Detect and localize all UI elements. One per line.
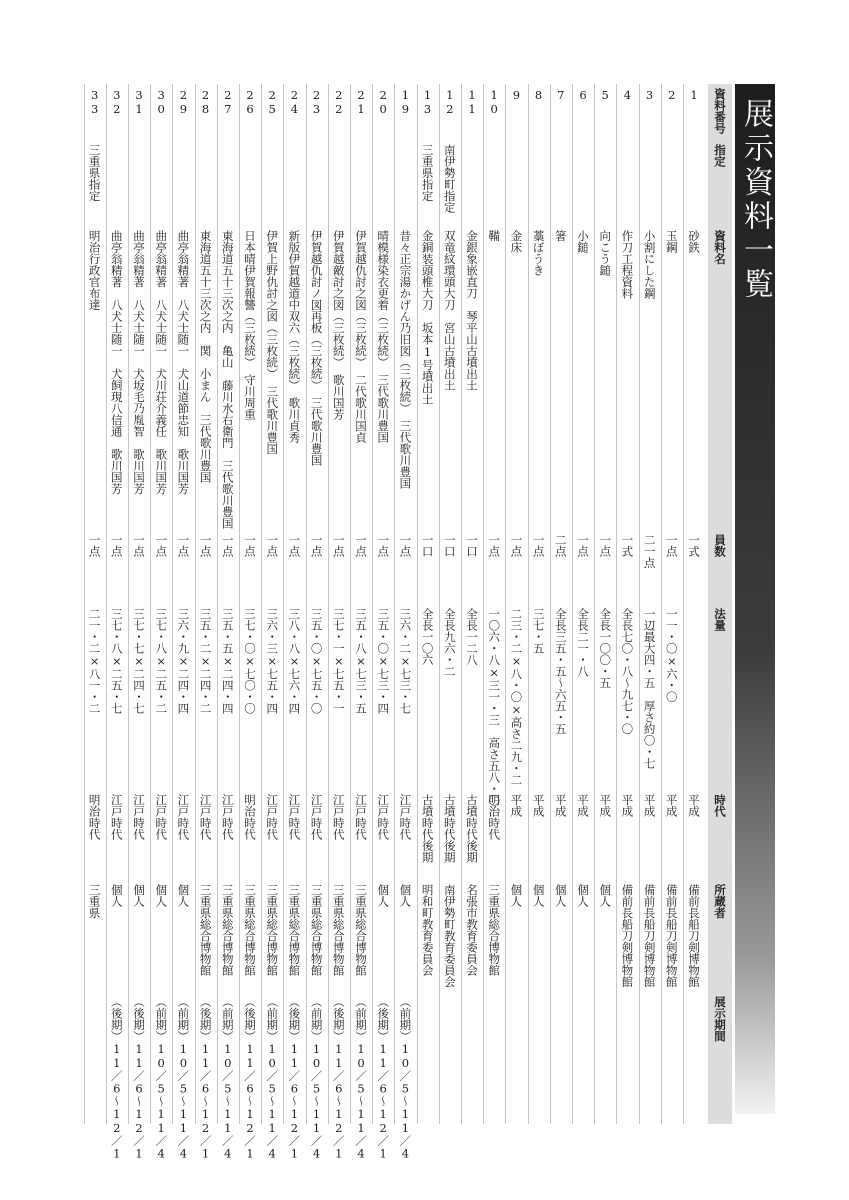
- table-row: [617, 84, 637, 1124]
- row-size: 一辺最大四・五 厚さ約〇・七: [642, 608, 657, 769]
- row-era: 古墳時代後期: [420, 794, 435, 863]
- row-size: 二三・二×八・〇×高さ二九・二: [509, 608, 524, 786]
- row-name: 小割にした鋼: [642, 230, 657, 299]
- row-quantity: 一点: [265, 534, 280, 557]
- row-owner: 個人: [398, 884, 413, 907]
- row-name: 鞴: [487, 230, 502, 242]
- table-row: [418, 84, 438, 1124]
- row-owner: 個人: [576, 884, 590, 907]
- row-quantity: 二一点: [642, 534, 657, 569]
- row-period: （前期）10／5〜11／4: [220, 996, 235, 1161]
- row-period: （後期）11／6〜12／1: [376, 996, 391, 1161]
- row-quantity: 一点: [220, 534, 235, 557]
- row-quantity: 一点: [243, 534, 257, 557]
- row-era: 江戸時代: [154, 794, 169, 840]
- row-number: 8: [531, 88, 546, 102]
- row-size: 全長一〇六: [420, 608, 435, 666]
- row-era: 平成: [598, 794, 613, 817]
- table-row: [640, 84, 660, 1124]
- row-quantity: 一点: [398, 534, 413, 557]
- row-quantity: 一点: [664, 534, 679, 557]
- row-quantity: 一式: [687, 534, 701, 557]
- row-designation: 三重県指定: [420, 144, 435, 202]
- row-quantity: 一点: [87, 534, 102, 557]
- row-name: 藁ぼうき: [531, 230, 546, 276]
- row-era: 江戸時代: [265, 794, 280, 840]
- table-row: [129, 84, 149, 1161]
- row-size: 三七・八×二五・七: [109, 608, 124, 714]
- table-row: [351, 84, 371, 1161]
- row-owner: 三重県総合博物館: [265, 884, 280, 976]
- row-owner: 三重県: [87, 884, 102, 919]
- row-number: 9: [509, 88, 524, 102]
- row-size: 二一・二×八一・二: [87, 608, 102, 714]
- row-owner: 個人: [176, 884, 191, 907]
- row-quantity: 一点: [109, 534, 124, 557]
- row-period: （後期）11／6〜12／1: [287, 996, 302, 1161]
- table-row: [107, 84, 127, 1161]
- row-era: 古墳時代後期: [465, 794, 479, 863]
- row-name: 砂鉄: [687, 230, 701, 253]
- row-quantity: 一点: [487, 534, 502, 557]
- row-owner: 明和町教育委員会: [420, 884, 435, 976]
- row-owner: 個人: [132, 884, 146, 907]
- row-number: 28: [198, 88, 213, 116]
- row-period: （後期）11／6〜12／1: [198, 996, 213, 1161]
- row-size: 三八・八×七六・四: [287, 608, 302, 714]
- title-band: [735, 84, 775, 1114]
- row-name: 小鎚: [576, 230, 590, 253]
- table-row: [218, 84, 238, 1161]
- row-size: 三五・〇×七五・〇: [309, 608, 324, 714]
- row-number: 29: [176, 88, 191, 116]
- table-row: [573, 84, 593, 1124]
- row-owner: 三重県総合博物館: [287, 884, 302, 976]
- table-row: [240, 84, 260, 1161]
- row-size: 三五・八×七三・五: [354, 608, 368, 714]
- row-era: 平成: [576, 794, 590, 817]
- row-name: 双竜紋環頭大刀 宮山古墳出土: [442, 230, 457, 391]
- table-row: [462, 84, 482, 1124]
- table-row: [151, 84, 171, 1161]
- row-name: 日本晴伊賀報讐（三枚続） 守川周重: [243, 230, 257, 420]
- row-name: 箸: [553, 230, 568, 242]
- table-row: [506, 84, 526, 1124]
- row-quantity: 一式: [620, 534, 635, 557]
- row-name: 金銀象嵌直刀 琴平山古墳出土: [465, 230, 479, 391]
- row-number: 32: [109, 88, 124, 116]
- row-number: 30: [154, 88, 169, 116]
- row-name: 明治行政官布達: [87, 230, 102, 311]
- row-owner: 個人: [553, 884, 568, 907]
- row-number: 1: [687, 88, 701, 102]
- row-name: 東海道五十三次之内 関 小まん 三代歌川豊国: [198, 230, 213, 483]
- row-size: 三七・五: [531, 608, 546, 654]
- row-name: 昔々正宗湯かげん乃旧図（三枚続） 三代歌川豊国: [398, 230, 413, 489]
- row-number: 27: [220, 88, 235, 116]
- row-size: 全長一〇〇・五: [598, 608, 613, 689]
- row-era: 明治時代: [243, 794, 257, 840]
- row-owner: 個人: [509, 884, 524, 907]
- table-row: [262, 84, 282, 1161]
- row-number: 33: [87, 88, 102, 116]
- row-owner: 三重県総合博物館: [198, 884, 213, 976]
- row-owner: 個人: [531, 884, 546, 907]
- table-row: [196, 84, 216, 1161]
- table-header: [708, 84, 732, 1124]
- row-name: 新版伊賀越道中双六（三枚続） 歌川貞秀: [287, 230, 302, 443]
- row-number: 3: [642, 88, 657, 102]
- row-size: 全長七〇・八〜九七・〇: [620, 608, 635, 735]
- row-era: 江戸時代: [309, 794, 324, 840]
- row-number: 21: [354, 88, 368, 116]
- row-designation: 南伊勢町指定: [442, 144, 457, 213]
- row-quantity: 一点: [509, 534, 524, 557]
- header-size: 法量: [713, 608, 727, 631]
- row-era: 平成: [509, 794, 524, 817]
- row-name: 伊賀上野仇討之図（三枚続） 三代歌川豊国: [265, 230, 280, 455]
- row-size: 三五・〇×七三・四: [376, 608, 391, 714]
- row-size: 一〇六・八×三一・三 高さ五八・〇: [487, 608, 502, 806]
- row-number: 26: [243, 88, 257, 116]
- row-name: 曲亭翁精著 八犬士随一 犬川荘介義任 歌川国芳: [154, 230, 169, 495]
- row-quantity: 一点: [132, 534, 146, 557]
- row-period: （前期）10／5〜11／4: [176, 996, 191, 1161]
- row-name: 東海道五十三次之内 亀山 藤川水右衛門 三代歌川豊国: [220, 230, 235, 529]
- row-size: 全長二一・八: [576, 608, 590, 677]
- header-era: 時代: [713, 794, 727, 817]
- table-row: [329, 84, 349, 1161]
- row-name: 金床: [509, 230, 524, 253]
- row-size: 全長九六・二: [442, 608, 457, 677]
- row-owner: 名張市教育委員会: [465, 884, 479, 976]
- row-size: 三六・二×七三・七: [398, 608, 413, 714]
- header-period: 展示期間: [713, 996, 727, 1042]
- row-period: （後期）11／6〜12／1: [109, 996, 124, 1161]
- table-row: [484, 84, 504, 1124]
- header-no: 資料番号: [713, 88, 727, 134]
- row-number: 10: [487, 88, 502, 116]
- row-size: 三七・一×七五・一: [331, 608, 346, 714]
- row-number: 4: [620, 88, 635, 102]
- table-row: [307, 84, 327, 1161]
- row-era: 江戸時代: [176, 794, 191, 840]
- row-period: （前期）10／5〜11／4: [309, 996, 324, 1161]
- header-designation: 指定: [713, 144, 727, 167]
- row-quantity: 一点: [576, 534, 590, 557]
- row-number: 19: [398, 88, 413, 116]
- row-owner: 三重県総合博物館: [309, 884, 324, 976]
- row-period: （後期）11／6〜12／1: [132, 996, 146, 1161]
- row-quantity: 一点: [287, 534, 302, 557]
- row-number: 25: [265, 88, 280, 116]
- row-owner: 個人: [154, 884, 169, 907]
- row-era: 江戸時代: [287, 794, 302, 840]
- row-era: 江戸時代: [398, 794, 413, 840]
- row-number: 22: [331, 88, 346, 116]
- row-period: （前期）10／5〜11／4: [265, 996, 280, 1161]
- row-number: 24: [287, 88, 302, 116]
- table-row: [551, 84, 571, 1124]
- row-quantity: 一点: [331, 534, 346, 557]
- row-name: 伊賀越敵討之図（三枚続） 歌川国芳: [331, 230, 346, 420]
- row-period: （前期）10／5〜11／4: [154, 996, 169, 1161]
- row-number: 6: [576, 88, 590, 102]
- row-number: 23: [309, 88, 324, 116]
- row-name: 金銅装頭椎大刀 坂本1号墳出土: [420, 230, 435, 405]
- row-name: 向こう鎚: [598, 230, 613, 276]
- row-era: 江戸時代: [376, 794, 391, 840]
- row-size: 三五・五×二四・四: [220, 608, 235, 714]
- row-period: （後期）11／6〜12／1: [243, 996, 257, 1161]
- row-size: 一一・〇×六・〇: [664, 608, 679, 703]
- row-era: 江戸時代: [331, 794, 346, 840]
- row-period: （後期）11／6〜12／1: [331, 996, 346, 1161]
- row-number: 2: [664, 88, 679, 102]
- row-number: 7: [553, 88, 568, 102]
- row-quantity: 二点: [553, 534, 568, 557]
- header-owner: 所蔵者: [713, 884, 727, 919]
- table-row: [85, 84, 105, 1124]
- row-quantity: 一点: [176, 534, 191, 557]
- table-row: [373, 84, 393, 1161]
- row-designation: 三重県指定: [87, 144, 102, 202]
- row-size: 三六・三×七五・四: [265, 608, 280, 714]
- row-era: 古墳時代後期: [442, 794, 457, 863]
- row-size: 三七・〇×七〇・〇: [243, 608, 257, 714]
- row-era: 江戸時代: [220, 794, 235, 840]
- row-name: 伊賀越仇討之図（三枚続） 二代歌川国貞: [354, 230, 368, 443]
- table-row: [395, 84, 415, 1161]
- row-name: 作刀工程資料: [620, 230, 635, 299]
- row-period: （前期）10／5〜11／4: [354, 996, 368, 1161]
- table-row: [595, 84, 615, 1124]
- table-row: [440, 84, 460, 1124]
- row-number: 13: [420, 88, 435, 116]
- table-row: [173, 84, 193, 1161]
- header-name: 資料名: [713, 230, 727, 265]
- row-era: 江戸時代: [198, 794, 213, 840]
- row-era: 江戸時代: [109, 794, 124, 840]
- row-quantity: 一口: [420, 534, 435, 557]
- row-era: 平成: [642, 794, 657, 817]
- row-size: 三七・七×二四・七: [132, 608, 146, 714]
- table-row: [662, 84, 682, 1124]
- row-owner: 南伊勢町教育委員会: [442, 884, 457, 988]
- row-era: 平成: [531, 794, 546, 817]
- page-title: 展示資料一覧: [738, 98, 773, 302]
- row-period: （前期）10／5〜11／4: [398, 996, 413, 1161]
- catalog-table: [86, 84, 732, 1161]
- row-era: 平成: [664, 794, 679, 817]
- row-era: 江戸時代: [132, 794, 146, 840]
- row-owner: 三重県総合博物館: [487, 884, 502, 976]
- row-quantity: 一点: [154, 534, 169, 557]
- row-owner: 三重県総合博物館: [243, 884, 257, 976]
- row-quantity: 一口: [465, 534, 479, 557]
- row-quantity: 一点: [198, 534, 213, 557]
- row-name: 伊賀越仇討ノ図再板（三枚続） 三代歌川豊国: [309, 230, 324, 466]
- table-row: [284, 84, 304, 1161]
- row-owner: 個人: [598, 884, 613, 907]
- row-owner: 備前長船刀剣博物館: [687, 884, 701, 988]
- row-number: 20: [376, 88, 391, 116]
- row-quantity: 一点: [598, 534, 613, 557]
- row-quantity: 一点: [531, 534, 546, 557]
- row-size: 全長三五・五〜六五・五: [553, 608, 568, 735]
- row-number: 31: [132, 88, 146, 116]
- row-size: 全長一二八: [465, 608, 479, 666]
- row-owner: 個人: [376, 884, 391, 907]
- row-name: 曲亭翁精著 八犬士随一 犬坂毛乃胤智 歌川国芳: [132, 230, 146, 495]
- row-name: 曲亭翁精著 八犬士随一 犬飼現八信通 歌川国芳: [109, 230, 124, 495]
- row-era: 平成: [687, 794, 701, 817]
- row-quantity: 一点: [354, 534, 368, 557]
- row-size: 三六・九×二四・四: [176, 608, 191, 714]
- row-owner: 備前長船刀剣博物館: [642, 884, 657, 988]
- row-quantity: 一点: [309, 534, 324, 557]
- row-size: 三七・八×二五・二: [154, 608, 169, 714]
- row-owner: 三重県総合博物館: [331, 884, 346, 976]
- row-name: 晴模様染衣更着（三枚続） 三代歌川豊国: [376, 230, 391, 443]
- row-name: 曲亭翁精著 八犬士随一 犬山道節忠知 歌川国芳: [176, 230, 191, 495]
- row-era: 平成: [620, 794, 635, 817]
- header-quantity: 員数: [713, 534, 727, 557]
- row-quantity: 一口: [442, 534, 457, 557]
- row-era: 平成: [553, 794, 568, 817]
- row-owner: 備前長船刀剣博物館: [664, 884, 679, 988]
- row-era: 明治時代: [487, 794, 502, 840]
- row-owner: 三重県総合博物館: [220, 884, 235, 976]
- row-era: 明治時代: [87, 794, 102, 840]
- row-era: 江戸時代: [354, 794, 368, 840]
- row-owner: 備前長船刀剣博物館: [620, 884, 635, 988]
- row-name: 玉鋼: [664, 230, 679, 253]
- row-quantity: 一点: [376, 534, 391, 557]
- row-number: 12: [442, 88, 457, 116]
- row-number: 11: [465, 88, 479, 116]
- row-size: 三五・二×二四・二: [198, 608, 213, 714]
- row-owner: 三重県総合博物館: [354, 884, 368, 976]
- table-row: [529, 84, 549, 1124]
- row-number: 5: [598, 88, 613, 102]
- row-owner: 個人: [109, 884, 124, 907]
- table-row: [684, 84, 704, 1124]
